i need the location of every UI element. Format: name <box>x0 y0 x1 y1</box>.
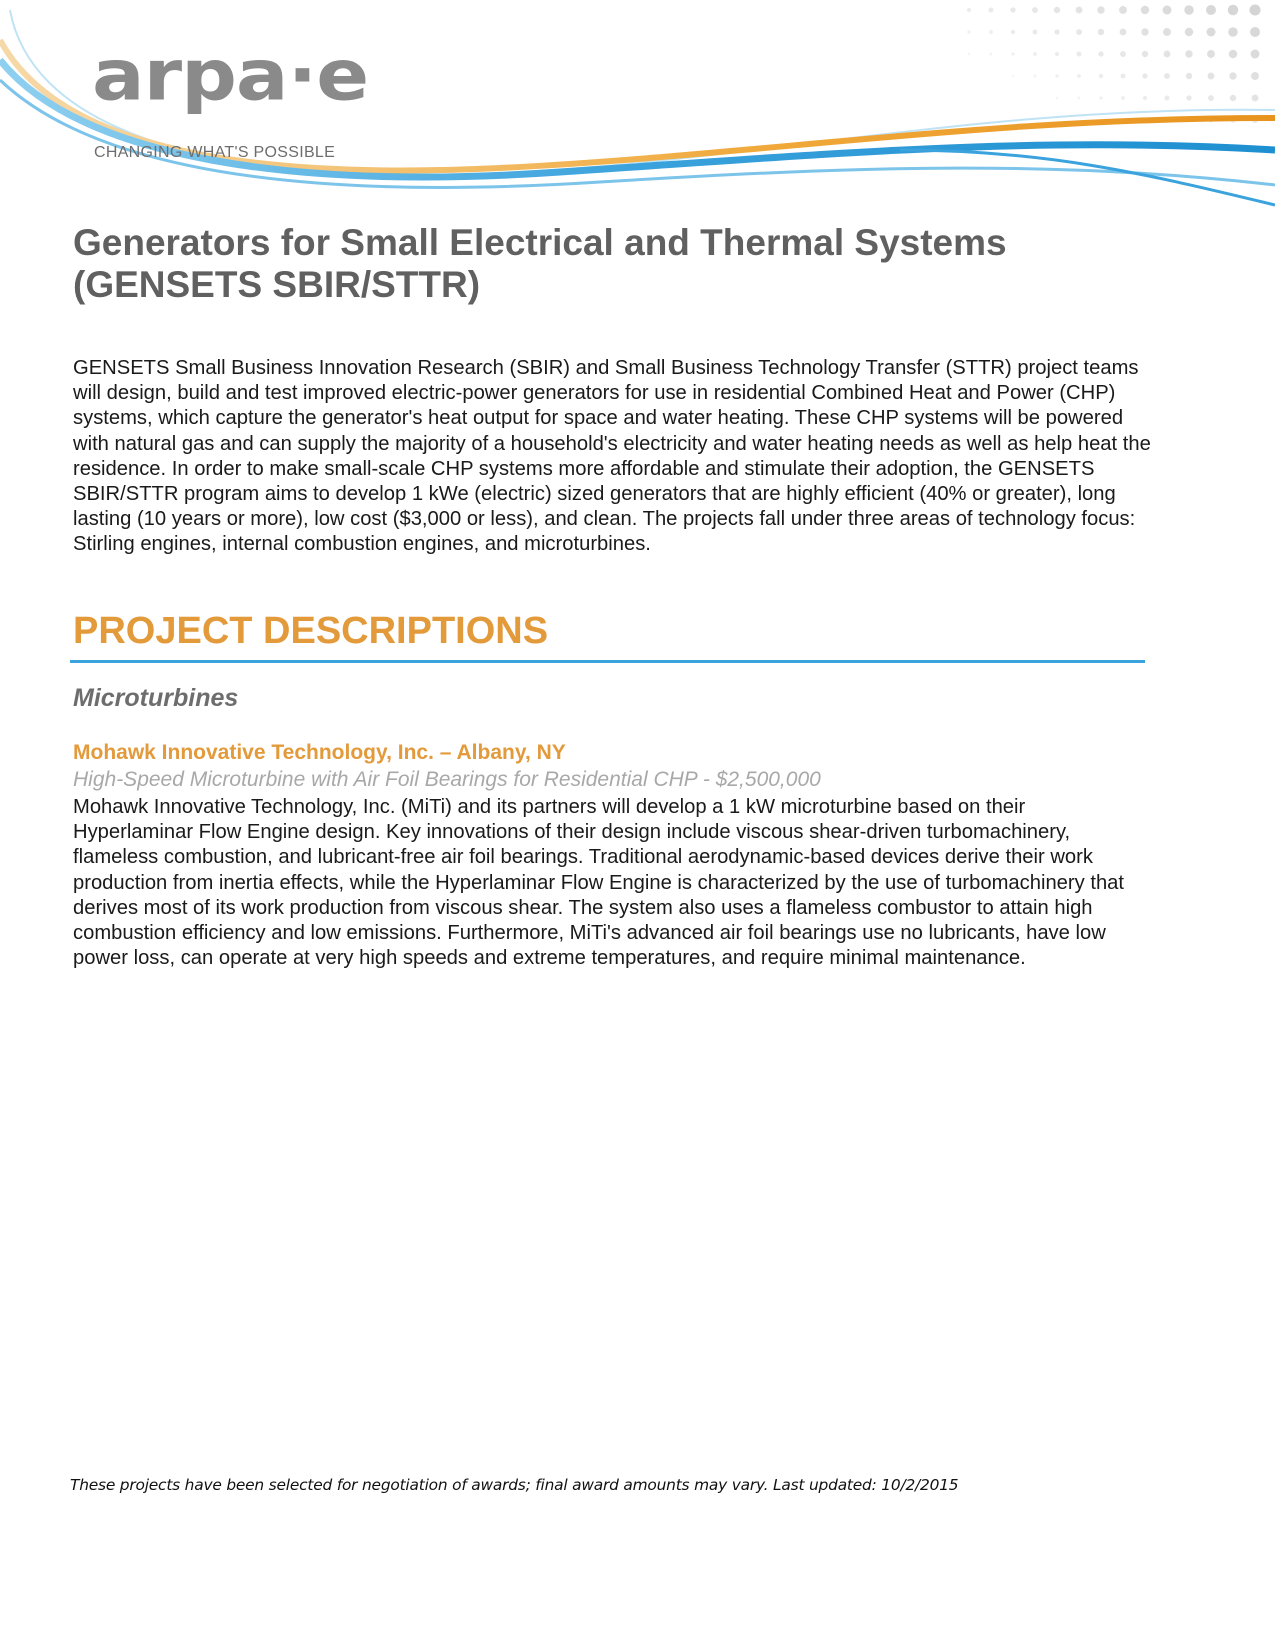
section-divider <box>70 660 1145 663</box>
page-title: Generators for Small Electrical and Thermal Systems (GENSETS SBIR/STTR) <box>73 222 1007 305</box>
project-description: Mohawk Innovative Technology, Inc. (MiTi) and its partners will develop a 1 kW microturbine based on their Hyperlaminar Flow Engine design. Key innovations of their design include viscous shear-driven turbomachinery, flameless combustion, and lubricant-free air foil bearings. Traditional aerodynamic-based devices derive their work production from inertia effects, while the Hyperlaminar Flow Engine is characterized by the use of turbomachinery that derives most of its work production from viscous shear. The system also uses a flameless combustor to attain high combustion efficiency and low emissions. Furthermore, MiTi's advanced air foil bearings use no lubricants, have low power loss, can operate at very high speeds and extreme temperatures, and require minimal maintenance. <box>73 796 1125 970</box>
arpa-e-logo <box>92 35 392 161</box>
dot-pattern <box>967 5 1261 123</box>
project-title: High-Speed Microturbine with Air Foil Bearings for Residential CHP - $2,500,000 <box>73 768 821 791</box>
section-heading: PROJECT DESCRIPTIONS <box>73 610 549 652</box>
logo-tagline: CHANGING WHAT'S POSSIBLE <box>94 144 336 161</box>
footer-note: These projects have been selected for negotiation of awards; final award amounts may vary. Last updated: 10/2/2015 <box>70 1476 959 1494</box>
intro-paragraph: GENSETS Small Business Innovation Research (SBIR) and Small Business Technology Transfer (STTR) project teams will design, build and test improved electric-power generators for use in residential Combined Heat and Power (CHP) systems, which capture the generator's heat output for space and water heating. These CHP systems will be powered with natural gas and can supply the majority of a household's electricity and water heating needs as well as help heat the residence. In order to make small-scale CHP systems more affordable and stimulate their adoption, the GENSETS SBIR/STTR program aims to develop 1 kWe (electric) sized generators that are highly efficient (40% or greater), long lasting (10 years or more), low cost ($3,000 or less), and clean. The projects fall under three areas of technology focus: Stirling engines, internal combustion engines, and microturbines. <box>73 357 1151 556</box>
subsection-heading: Microturbines <box>73 684 239 712</box>
logo-wordmark: arpa·e <box>92 35 369 117</box>
project-organization: Mohawk Innovative Technology, Inc. – Albany, NY <box>73 741 566 764</box>
